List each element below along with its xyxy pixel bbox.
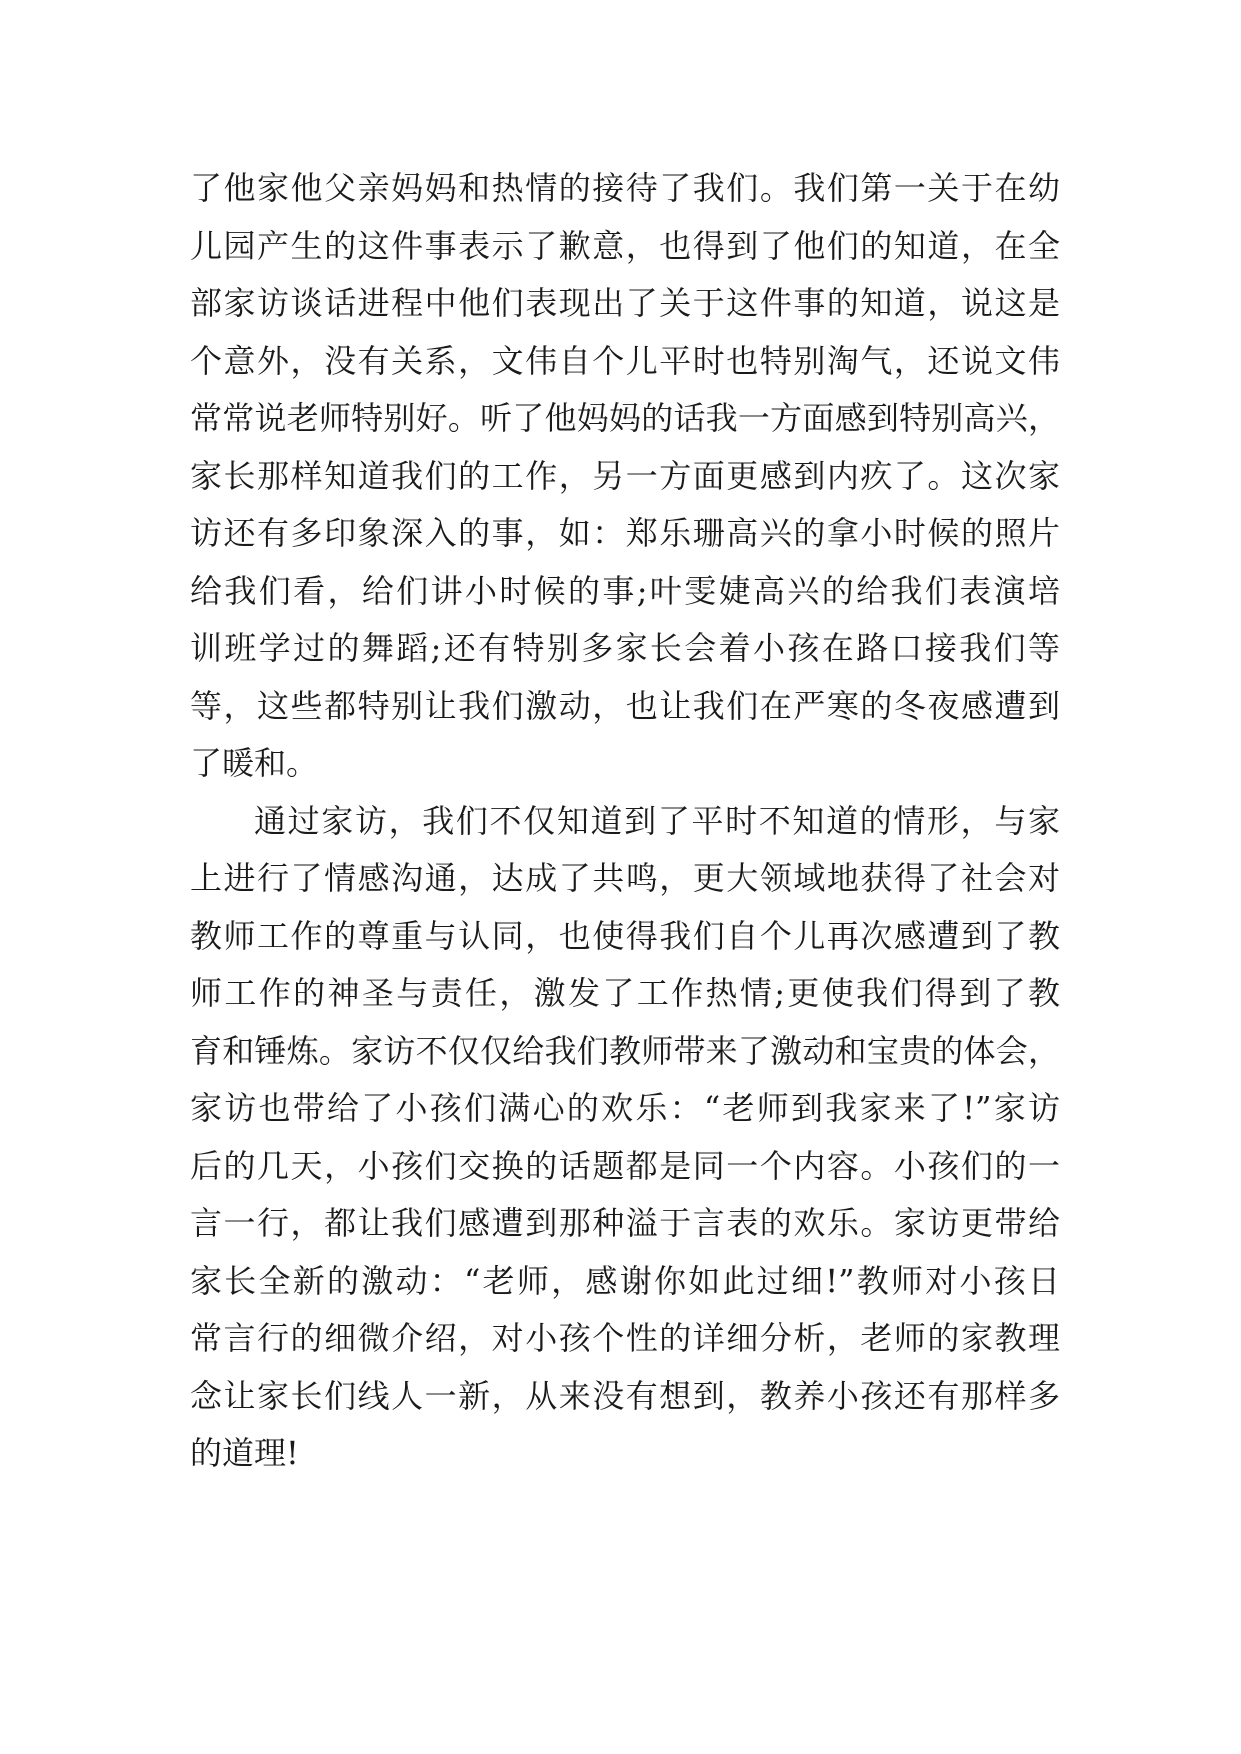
text-line: 儿园产生的这件事表示了歉意，也得到了他们的知道，在全 [190,226,1060,265]
text-line: 上进行了情感沟通，达成了共鸣，更大领域地获得了社会对 [190,859,1060,897]
document-body [190,160,1060,1483]
text-line: 个意外，没有关系，文伟自个儿平时也特别淘气，还说文伟 [190,341,1060,380]
text-line: 常言行的细微介绍，对小孩个性的详细分析，老师的家教理 [190,1319,1060,1357]
paragraph-2 [190,793,1060,1483]
text-line: 等，这些都特别让我们激动，也让我们在严寒的冬夜感遭到 [190,686,1060,725]
text-line: 教师工作的尊重与认同，也使得我们自个儿再次感遭到了教 [190,916,1060,955]
text-line: 的道理! [190,1434,299,1472]
text-line: 了他家他父亲妈妈和热情的接待了我们。我们第一关于在幼 [190,169,1060,207]
text-line: 念让家长们线人一新，从来没有想到，教养小孩还有那样多 [190,1376,1060,1415]
text-line: 言一行，都让我们感遭到那种溢于言表的欢乐。家访更带给 [190,1204,1060,1242]
text-line: 给我们看，给们讲小时候的事;叶雯婕高兴的给我们表演培 [190,571,1060,610]
text-line: 了暖和。 [190,744,319,782]
text-line: 家长全新的激动：“老师，感谢你如此过细!”教师对小孩日 [190,1261,1060,1300]
text-line: 常常说老师特别好。听了他妈妈的话我一方面感到特别高兴， [190,399,1060,437]
text-line: 后的几天，小孩们交换的话题都是同一个内容。小孩们的一 [190,1146,1060,1185]
text-line: 通过家访，我们不仅知道到了平时不知道的情形，与家 [254,801,1060,840]
text-line: 师工作的神圣与责任，激发了工作热情;更使我们得到了教 [190,974,1060,1012]
text-line: 访还有多印象深入的事，如：郑乐珊高兴的拿小时候的照片 [190,514,1060,552]
paragraph-1 [190,160,1060,793]
text-line: 育和锤炼。家访不仅仅给我们教师带来了激动和宝贵的体会， [190,1031,1060,1070]
text-line: 家长那样知道我们的工作，另一方面更感到内疚了。这次家 [190,456,1060,495]
text-line: 训班学过的舞蹈;还有特别多家长会着小孩在路口接我们等 [190,629,1060,667]
text-line: 家访也带给了小孩们满心的欢乐：“老师到我家来了!”家访 [190,1089,1060,1127]
text-line: 部家访谈话进程中他们表现出了关于这件事的知道，说这是 [190,284,1060,322]
